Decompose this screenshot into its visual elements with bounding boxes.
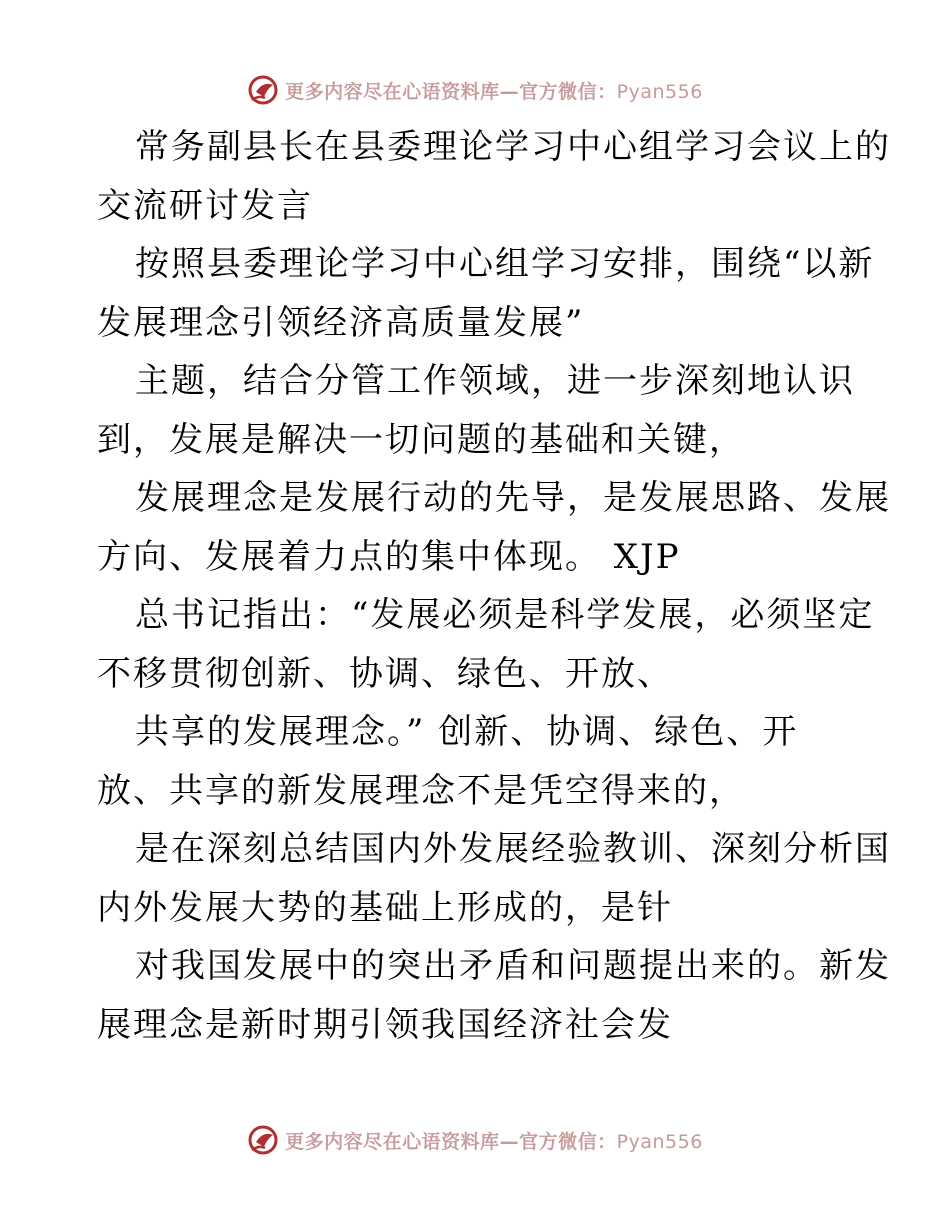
watermark-text: 更多内容尽在心语资料库—官方微信：Pyan556 <box>285 1130 703 1153</box>
text-line: 发展理念是发展行动的先导，是发展思路、发展 <box>135 478 891 518</box>
text-line: 放、共享的新发展理念不是凭空得来的， <box>97 770 745 811</box>
text-line: 展理念是新时期引领我国经济社会发 <box>97 1004 673 1045</box>
ribbon-logo-icon <box>247 73 281 107</box>
text-line: 总书记指出：“发展必须是科学发展，必须坚定 <box>135 595 875 635</box>
text-line: 发展理念引领经济高质量发展” <box>97 302 585 343</box>
footer-watermark <box>0 1120 950 1160</box>
text-line: 按照县委理论学习中心组学习安排，围绕“以新 <box>135 244 875 284</box>
text-line: 常务副县长在县委理论学习中心组学习会议上的 <box>135 127 891 167</box>
header-watermark <box>0 70 950 110</box>
watermark-text: 更多内容尽在心语资料库—官方微信：Pyan556 <box>285 80 703 103</box>
text-line: 方向、发展着力点的集中体现。 XJP <box>97 536 681 577</box>
text-line: 不移贯彻创新、协调、绿色、开放、 <box>97 653 673 694</box>
text-line: 到，发展是解决一切问题的基础和关键， <box>97 419 745 460</box>
text-line: 主题，结合分管工作领域，进一步深刻地认识 <box>135 361 855 401</box>
text-line: 内外发展大势的基础上形成的，是针 <box>97 887 673 928</box>
text-line: 对我国发展中的突出矛盾和问题提出来的。新发 <box>135 946 891 986</box>
text-line: 是在深刻总结国内外发展经验教训、深刻分析国 <box>135 829 891 869</box>
document-body <box>97 118 891 1054</box>
text-line: 交流研讨发言 <box>97 185 313 226</box>
text-line: 共享的发展理念。” 创新、协调、绿色、开 <box>135 712 799 752</box>
ribbon-logo-icon <box>247 1123 281 1157</box>
